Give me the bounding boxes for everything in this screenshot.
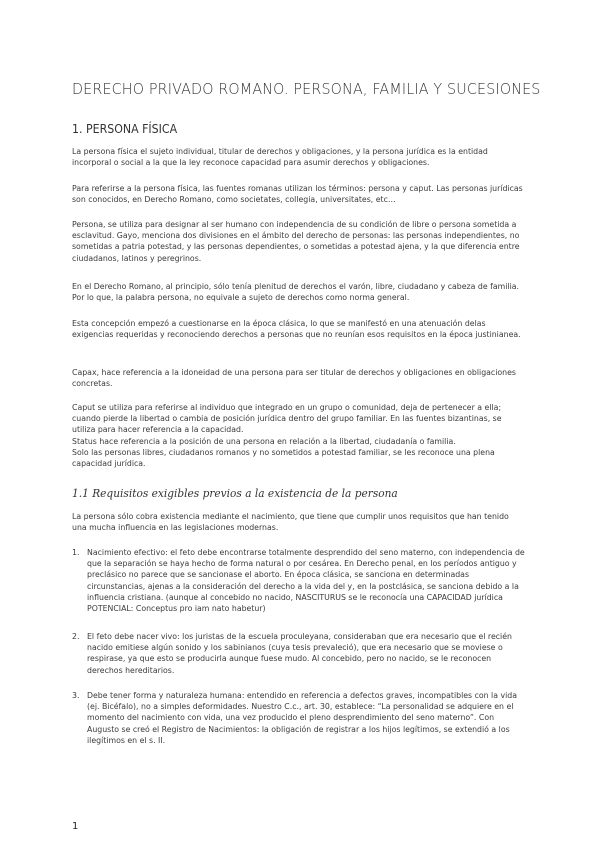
paragraph — [72, 281, 524, 303]
paragraph-text: Para referirse a la persona física, las fuentes romanas utilizan los términos: persona y caput. Las personas jurídicas son conocidos, en Derecho Romano, como societates, collegia, universitates, etc… — [72, 184, 523, 205]
paragraph — [72, 367, 524, 389]
paragraph — [72, 219, 524, 264]
paragraph-text: Esta concepción empezó a cuestionarse en la época clásica, lo que se manifestó en una atenuación delas exigencias requeridas y reconociendo derechos a personas que no reunían esos requisitos en la época justinianea. — [72, 319, 521, 340]
paragraph-text: Caput se utiliza para referirse al individuo que integrado en un grupo o comunidad, deja de pertenecer a ella; cuando pierde la libertad o cambia de posición jurídica dentro del grupo familiar. En las fuentes bizantinas, se utiliza para hacer referencia a la capacidad. Status hace referencia a la posición de una persona en relación a la libertad, ciudadanía o familia. Solo las personas libres, ciudadanos romanos y no sometidos a potestad familiar, se les reconoce una plena capacidad jurídica. — [72, 403, 502, 469]
page-number: 1 — [72, 821, 79, 832]
paragraph-text: En el Derecho Romano, al principio, sólo tenía plenitud de derechos el varón, libre, ciudadano y cabeza de familia. Por lo que, la palabra persona, no equivale a sujeto de derechos como norma general. — [72, 282, 520, 303]
paragraph — [72, 402, 524, 469]
paragraph — [72, 511, 524, 533]
document-title: DERECHO PRIVADO ROMANO. PERSONA, FAMILIA Y SUCESIONES — [72, 80, 541, 98]
list-number: 1. — [72, 548, 80, 557]
paragraph-text: Persona, se utiliza para designar al ser humano con independencia de su condición de libre o persona sometida a esclavitud. Gayo, menciona dos divisiones en el ámbito del derecho de personas: las personas independientes, no sometidas a patria potestad, y las personas dependientes, o sometidas a potestad ajena, y la que diferencia entre ciudadanos, latinos y peregrinos. — [72, 220, 520, 263]
list-number: 3. — [72, 691, 80, 700]
paragraph-text: Capax, hace referencia a la idoneidad de una persona para ser titular de derechos y obligaciones en obligaciones concretas. — [72, 368, 516, 389]
list-item-text: Nacimiento efectivo: el feto debe encontrarse totalmente desprendido del seno materno, con independencia de que la separación se haya hecho de forma natural o por cesárea. En Derecho penal, en los períodos antiguo y preclásico no parece que se sancionase el aborto. En época clásica, se sanciona en determinadas circunstancias, ajenas a la consideración del derecho a la vida del y, en la postclásica, se sanciona debido a la influencia cristiana. (aunque al concebido no nacido, NASCITURUS se le reconocía una CAPACIDAD jurídica POTENCIAL: Conceptus pro iam nato habetur) — [87, 548, 525, 614]
paragraph — [72, 318, 524, 340]
section-heading-requisitos: 1.1 Requisitos exigibles previos a la existencia de la persona — [72, 486, 398, 500]
section-heading-persona-fisica: 1. PERSONA FÍSICA — [72, 121, 178, 136]
paragraph-text: La persona física el sujeto individual, titular de derechos y obligaciones, y la persona jurídica es la entidad incorporal o social a la que la ley reconoce capacidad para asumir derechos y obligaciones. — [72, 147, 488, 168]
paragraph — [72, 146, 524, 168]
list-item-text: El feto debe nacer vivo: los juristas de la escuela proculeyana, consideraban que era necesario que el recién nacido emitiese algún sonido y los sabinianos (cuya tesis prevaleció), que era necesario que se moviese o respirase, ya que esto se producirla aunque fuese mudo. Al concebido, pero no nacido, se le reconocen derechos hereditarios. — [87, 632, 512, 675]
list-number: 2. — [72, 632, 80, 641]
paragraph — [72, 183, 524, 205]
paragraph-text: La persona sólo cobra existencia mediante el nacimiento, que tiene que cumplir unos requisitos que han tenido una mucha influencia en las legislaciones modernas. — [72, 512, 509, 533]
list-item-text: Debe tener forma y naturaleza humana: entendido en referencia a defectos graves, incompatibles con la vida (ej. Bicéfalo), no a simples deformidades. Nuestro C.c., art. 30, establece: “La personalidad se adquiere en el momento del nacimiento con vida, una vez producido el pleno desprendimiento del seno materno”. Con Augusto se creó el Registro de Nacimientos: la obligación de registrar a los hijos legítimos, se extendió a los ilegítimos en el s. II. — [87, 691, 517, 745]
